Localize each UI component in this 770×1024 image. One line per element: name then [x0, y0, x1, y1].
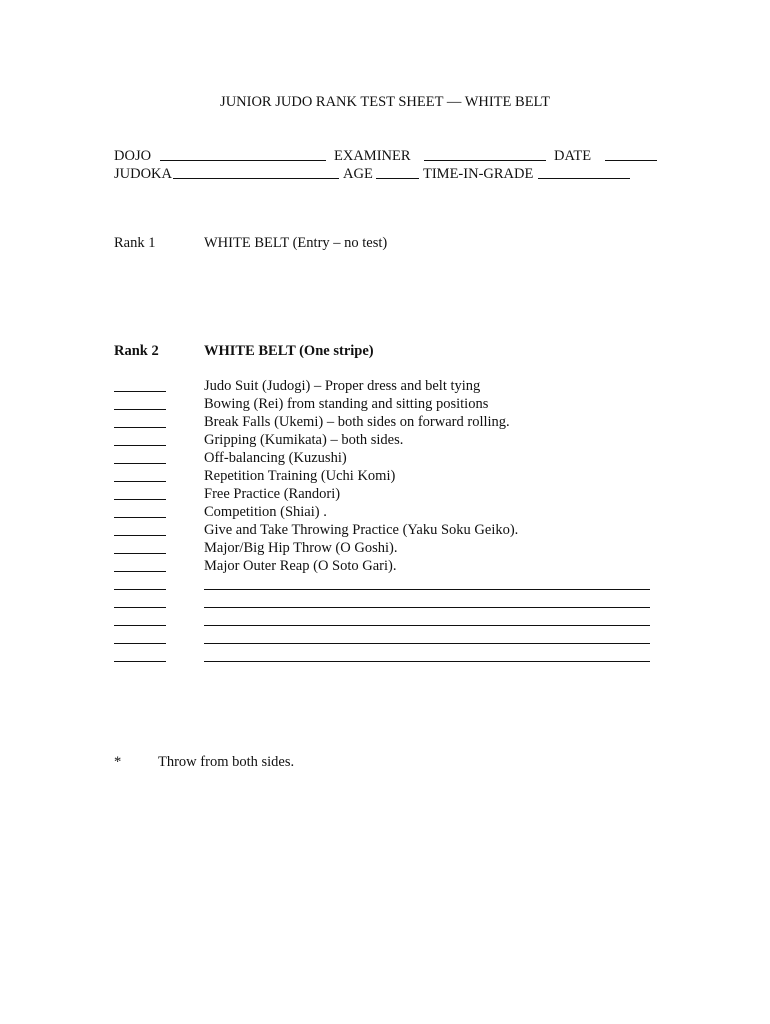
- checkoff-line[interactable]: [114, 409, 166, 410]
- checkoff-line[interactable]: [114, 535, 166, 536]
- skill-item-text: Competition (Shiai) .: [204, 504, 327, 520]
- dojo-field[interactable]: [160, 148, 326, 165]
- rank1-description: WHITE BELT (Entry – no test): [204, 235, 388, 251]
- checkoff-line[interactable]: [114, 391, 166, 392]
- date-label: DATE: [554, 148, 592, 164]
- rank2-description-stripe: stripe): [333, 343, 374, 359]
- checkoff-line[interactable]: [114, 553, 166, 554]
- skill-item-text: Give and Take Throwing Practice (Yaku Soku Geiko).: [204, 522, 519, 538]
- blank-item-line[interactable]: [204, 661, 650, 662]
- footnote-text: Throw from both sides.: [158, 754, 295, 770]
- checkoff-line[interactable]: [114, 517, 166, 518]
- rank2-description-main: WHITE BELT (One: [204, 343, 334, 359]
- date-field[interactable]: [605, 148, 657, 165]
- age-field[interactable]: [376, 166, 419, 183]
- skill-item-text: Major Outer Reap (O Soto Gari).: [204, 558, 397, 574]
- checkoff-line[interactable]: [114, 481, 166, 482]
- skill-item-text: Bowing (Rei) from standing and sitting positions: [204, 396, 489, 412]
- dojo-label: DOJO: [114, 148, 152, 164]
- checkoff-line[interactable]: [114, 499, 166, 500]
- checkoff-line[interactable]: [114, 445, 166, 446]
- checkoff-line[interactable]: [114, 427, 166, 428]
- skill-item-text: Break Falls (Ukemi) – both sides on forward rolling.: [204, 414, 510, 430]
- examiner-label: EXAMINER: [334, 148, 411, 164]
- skill-item-text: Major/Big Hip Throw (O Goshi).: [204, 540, 398, 556]
- checkoff-line[interactable]: [114, 607, 166, 608]
- examiner-field[interactable]: [424, 148, 546, 165]
- checkoff-line[interactable]: [114, 661, 166, 662]
- blank-item-line[interactable]: [204, 625, 650, 626]
- time-in-grade-field[interactable]: [538, 166, 630, 183]
- checkoff-line[interactable]: [114, 643, 166, 644]
- rank2-description: [204, 343, 374, 359]
- time-in-grade-label: TIME-IN-GRADE: [423, 166, 534, 182]
- rank2-label: Rank 2: [114, 343, 159, 359]
- page-title: JUNIOR JUDO RANK TEST SHEET — WHITE BELT: [220, 94, 550, 110]
- blank-item-line[interactable]: [204, 607, 650, 608]
- blank-item-line[interactable]: [204, 643, 650, 644]
- skill-item-text: Free Practice (Randori): [204, 486, 341, 502]
- judoka-label: JUDOKA: [114, 166, 172, 182]
- checkoff-line[interactable]: [114, 625, 166, 626]
- skill-item-text: Gripping (Kumikata) – both sides.: [204, 432, 404, 448]
- rank1-label: Rank 1: [114, 235, 156, 251]
- skill-item-text: Repetition Training (Uchi Komi): [204, 468, 396, 484]
- skill-item-text: Off-balancing (Kuzushi): [204, 450, 347, 466]
- footnote-marker: *: [114, 754, 122, 770]
- age-label: AGE: [343, 166, 373, 182]
- checkoff-line[interactable]: [114, 571, 166, 572]
- judoka-field[interactable]: [173, 166, 339, 183]
- checkoff-line[interactable]: [114, 463, 166, 464]
- skill-item-text: Judo Suit (Judogi) – Proper dress and belt tying: [204, 378, 481, 394]
- blank-item-line[interactable]: [204, 589, 650, 590]
- checkoff-line[interactable]: [114, 589, 166, 590]
